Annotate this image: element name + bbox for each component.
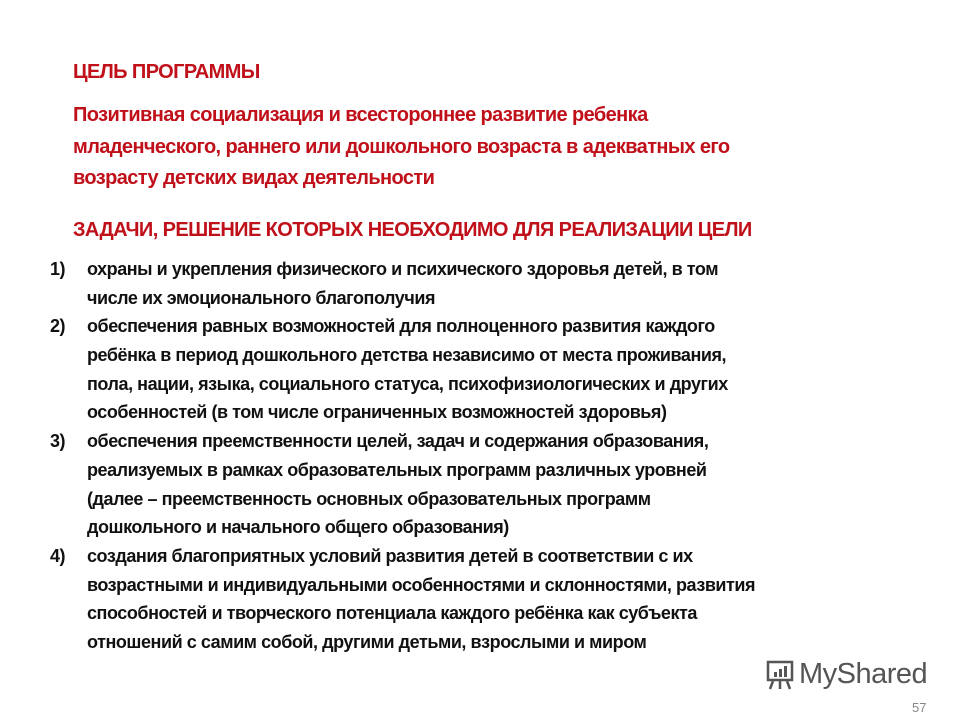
task-text-line: охраны и укрепления физического и психического здоровья детей, в том [87,259,719,279]
task-text-line: способностей и творческого потенциала каждого ребёнка как субъекта [87,603,697,624]
myshared-watermark [765,658,927,691]
task-number: 1) [50,259,66,279]
task-text-line: ребёнка в период дошкольного детства независимо от места проживания, [87,345,727,366]
page-number: 57 [912,700,927,715]
task-text-line: дошкольного и начального общего образования) [87,517,509,538]
task-number: 4) [50,546,66,566]
task-text-line: особенностей (в том числе ограниченных возможностей здоровья) [87,402,667,423]
task-text-line: обеспечения равных возможностей для полноценного развития каждого [87,316,715,337]
task-number: 3) [50,431,66,452]
task-text-line: (далее – преемственность основных образовательных программ [87,488,651,509]
watermark-text: MyShared [799,658,928,690]
tasks-heading: ЗАДАЧИ, РЕШЕНИЕ КОТОРЫХ НЕОБХОДИМО ДЛЯ РЕАЛИЗАЦИИ ЦЕЛИ [73,219,752,241]
task-text-line: обеспечения преемственности целей, задач и содержания образования, [87,431,709,452]
task-text-line: числе их эмоционального благополучия [87,287,436,308]
task-number: 2) [50,316,66,337]
goal-text-line: Позитивная социализация и всестороннее развитие ребенка [73,104,648,126]
task-text-line: отношений с самим собой, другими детьми, взрослыми и миром [87,632,647,653]
goal-heading: ЦЕЛЬ ПРОГРАММЫ [73,61,260,83]
task-text-line: возрастными и индивидуальными особенностями и склонностями, развития [87,574,756,595]
task-text-line: пола, нации, языка, социального статуса, психофизиологических и других [87,373,728,394]
goal-text-line: возрасту детских видах деятельности [73,167,435,189]
goal-text-line: младенческого, раннего или дошкольного возраста в адекватных его [73,136,730,158]
presentation-board-icon [765,659,795,691]
task-text-line: создания благоприятных условий развития детей в соответствии с их [87,546,693,566]
task-text-line: реализуемых в рамках образовательных программ различных уровней [87,459,707,480]
